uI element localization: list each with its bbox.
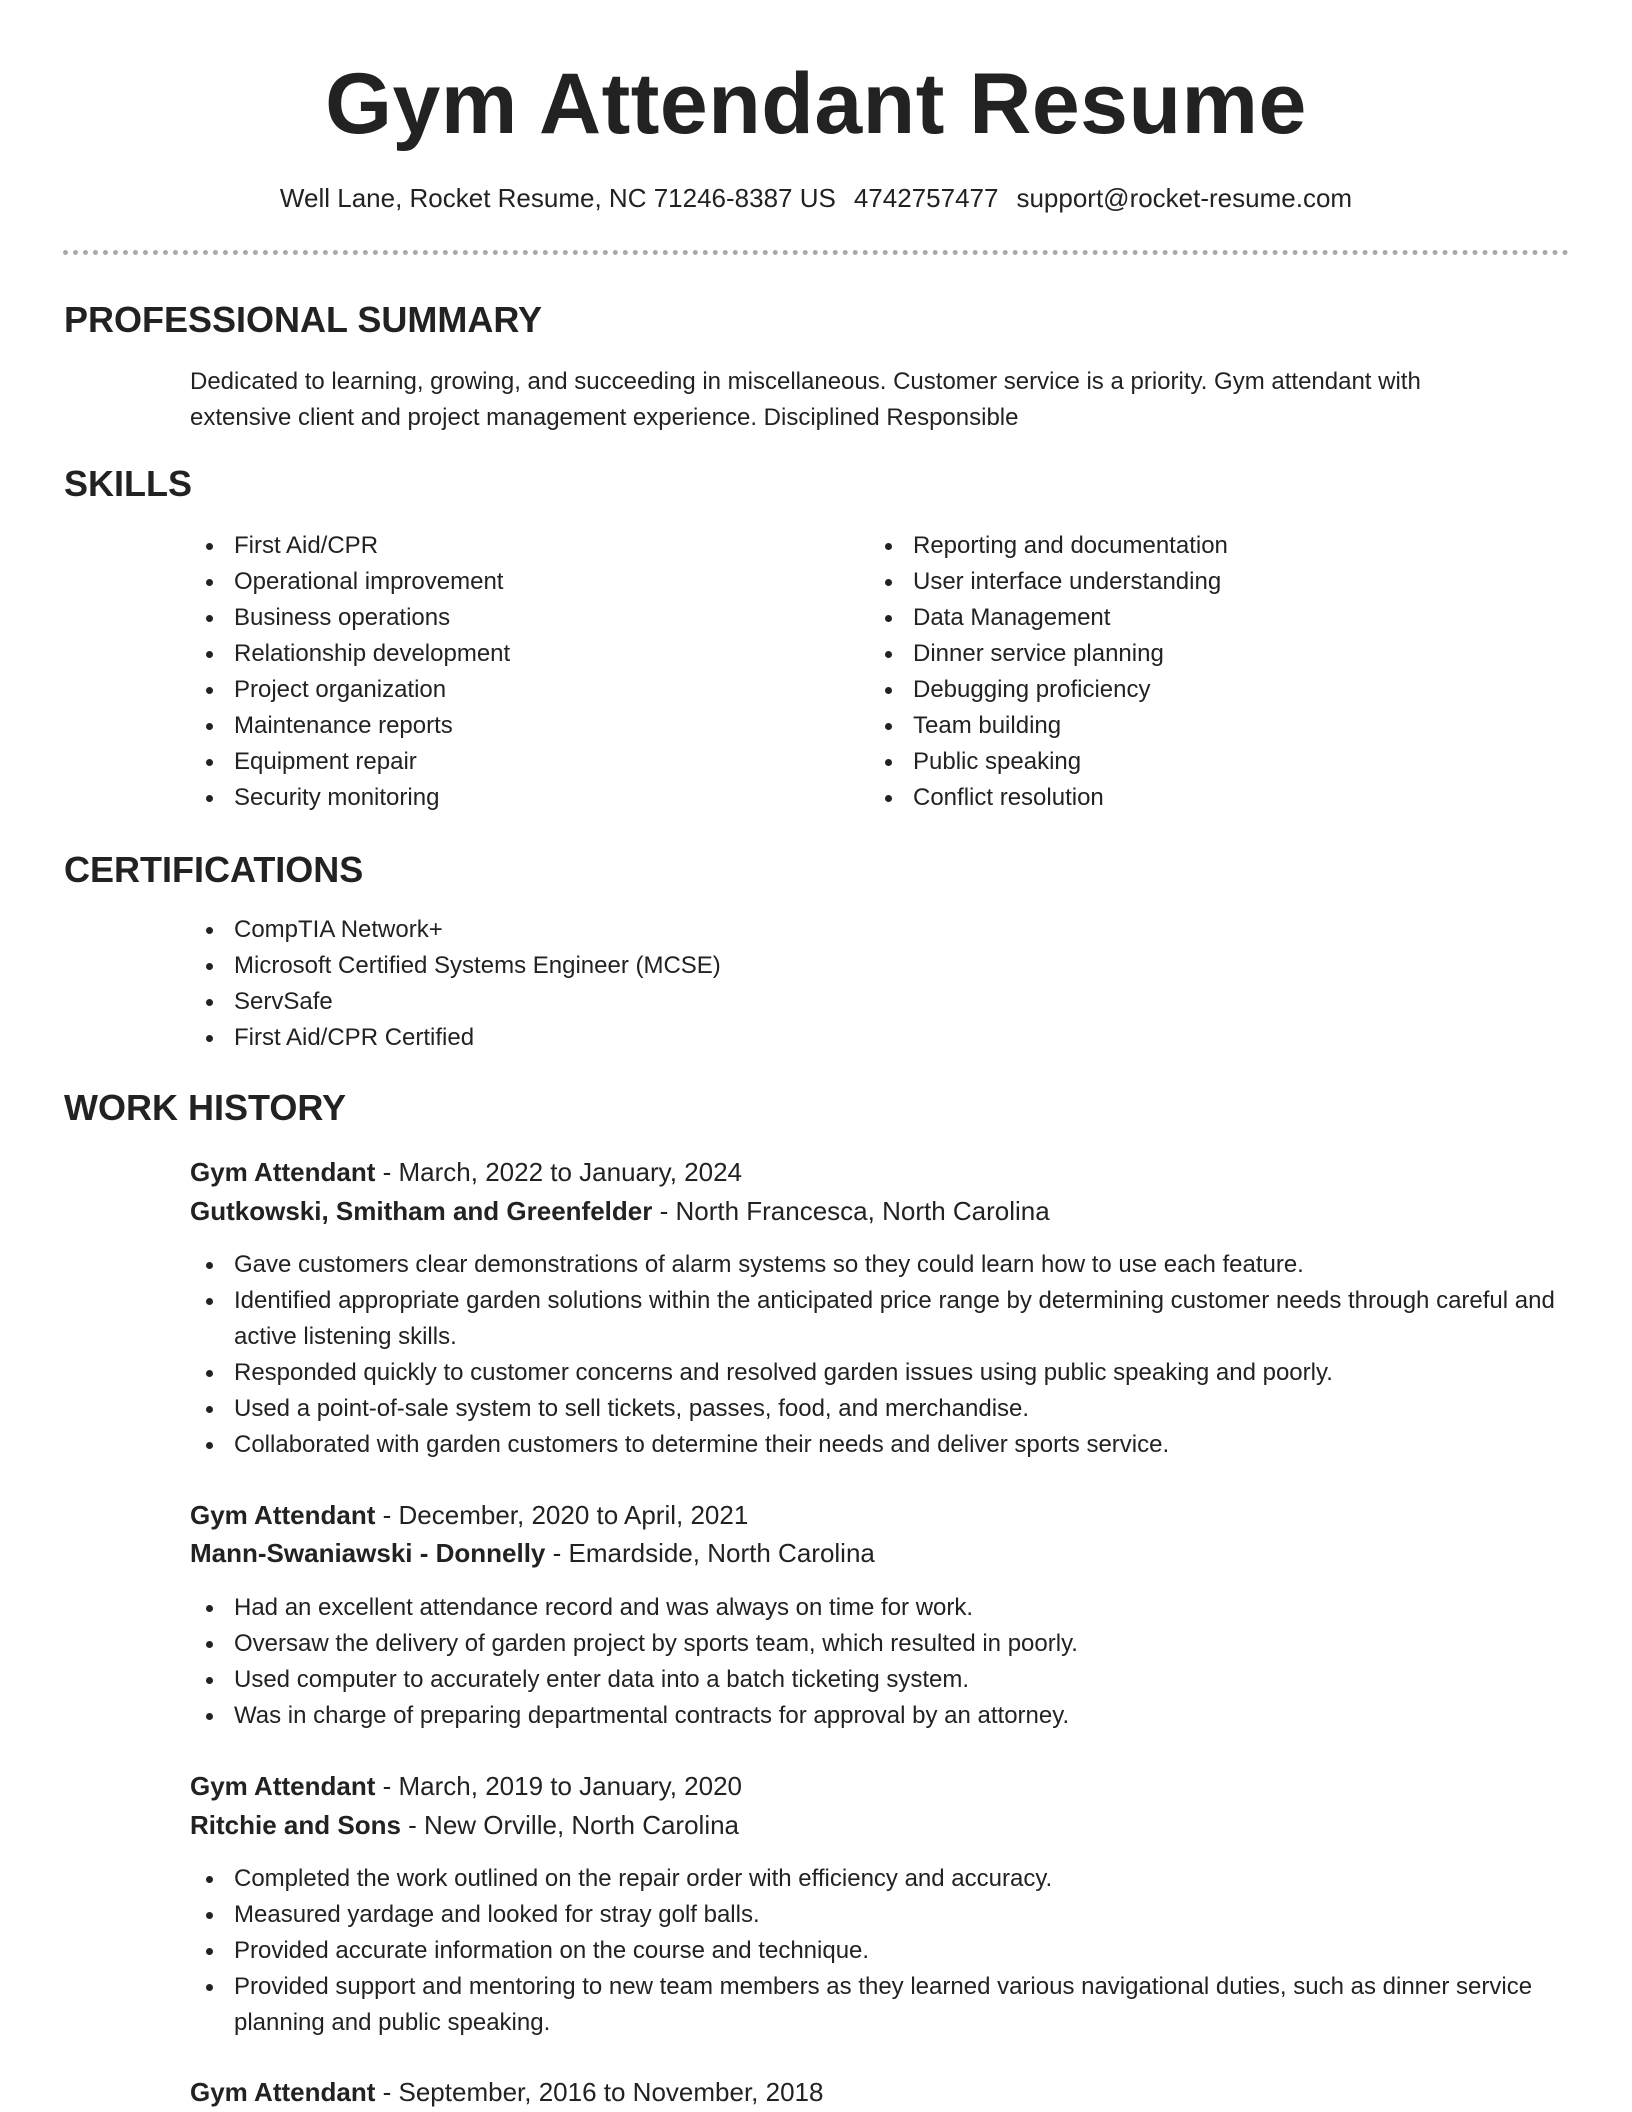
skill-item: Data Management xyxy=(869,600,1509,636)
job-title: Gym Attendant xyxy=(190,2077,376,2107)
job-duty: Had an excellent attendance record and was always on time for work. xyxy=(190,1590,1570,1626)
skill-item: Conflict resolution xyxy=(869,780,1509,816)
skill-item: Debugging proficiency xyxy=(869,672,1509,708)
skills-heading: SKILLS xyxy=(64,463,193,504)
skill-item: Operational improvement xyxy=(190,564,830,600)
job-duty: Responded quickly to customer concerns and resolved garden issues using public speaking and poorly. xyxy=(190,1355,1570,1391)
contact-address: Well Lane, Rocket Resume, NC 71246-8387 US xyxy=(279,183,836,213)
job-duty: Was in charge of preparing departmental contracts for approval by an attorney. xyxy=(190,1698,1570,1734)
job-duties-list xyxy=(190,1590,1570,1734)
job-duty: Provided support and mentoring to new team members as they learned various navigational duties, such as dinner service planning and public speaking. xyxy=(190,1969,1570,2041)
job-company-line xyxy=(190,1535,875,1571)
skill-item: Project organization xyxy=(190,672,830,708)
certifications-heading: CERTIFICATIONS xyxy=(64,849,364,890)
job-dates: - December, 2020 to April, 2021 xyxy=(382,1500,749,1530)
job-duty: Used computer to accurately enter data into a batch ticketing system. xyxy=(190,1662,1570,1698)
job-title-line xyxy=(190,1154,742,1190)
job-location: - New Orville, North Carolina xyxy=(408,1810,740,1840)
skill-item: Security monitoring xyxy=(190,780,830,816)
skills-list-right xyxy=(869,528,1509,816)
skill-item: Maintenance reports xyxy=(190,708,830,744)
certifications-list xyxy=(190,912,1190,1056)
skill-item: Reporting and documentation xyxy=(869,528,1509,564)
job-title-line xyxy=(190,2074,823,2110)
job-dates: - March, 2019 to January, 2020 xyxy=(382,1771,743,1801)
contact-line xyxy=(0,180,1632,216)
job-duty: Oversaw the delivery of garden project by sports team, which resulted in poorly. xyxy=(190,1626,1570,1662)
job-company: Mann-Swaniawski - Donnelly xyxy=(190,1538,546,1568)
job-duty: Measured yardage and looked for stray golf balls. xyxy=(190,1897,1570,1933)
summary-text: Dedicated to learning, growing, and succeeding in miscellaneous. Customer service is a priority. Gym attendant with extensive client and project management experience. Disciplined Responsible xyxy=(190,368,1421,431)
work-history-heading: WORK HISTORY xyxy=(64,1087,347,1128)
job-dates: - September, 2016 to November, 2018 xyxy=(382,2077,824,2107)
skill-item: Relationship development xyxy=(190,636,830,672)
job-duty: Collaborated with garden customers to determine their needs and deliver sports service. xyxy=(190,1427,1570,1463)
job-company-line xyxy=(190,1807,739,1843)
skill-item: First Aid/CPR xyxy=(190,528,830,564)
skills-list-left xyxy=(190,528,830,816)
job-title: Gym Attendant xyxy=(190,1771,376,1801)
skill-item: User interface understanding xyxy=(869,564,1509,600)
job-company: Gutkowski, Smitham and Greenfelder xyxy=(190,1196,653,1226)
job-dates: - March, 2022 to January, 2024 xyxy=(382,1157,743,1187)
job-title: Gym Attendant xyxy=(190,1157,376,1187)
certification-item: CompTIA Network+ xyxy=(190,912,1190,948)
job-duty: Gave customers clear demonstrations of alarm systems so they could learn how to use each feature. xyxy=(190,1247,1570,1283)
job-duty: Provided accurate information on the course and technique. xyxy=(190,1933,1570,1969)
resume-title: Gym Attendant Resume xyxy=(325,56,1307,152)
skill-item: Public speaking xyxy=(869,744,1509,780)
job-title: Gym Attendant xyxy=(190,1500,376,1530)
job-duty: Used a point-of-sale system to sell tickets, passes, food, and merchandise. xyxy=(190,1391,1570,1427)
skill-item: Dinner service planning xyxy=(869,636,1509,672)
certification-item: First Aid/CPR Certified xyxy=(190,1020,1190,1056)
job-duty: Completed the work outlined on the repair order with efficiency and accuracy. xyxy=(190,1861,1570,1897)
certification-item: ServSafe xyxy=(190,984,1190,1020)
skill-item: Team building xyxy=(869,708,1509,744)
contact-email: support@rocket-resume.com xyxy=(1016,183,1353,213)
contact-phone: 4742757477 xyxy=(853,183,999,213)
job-duties-list xyxy=(190,1247,1570,1463)
job-location: - Emardside, North Carolina xyxy=(552,1538,875,1568)
job-title-line xyxy=(190,1497,748,1533)
job-company-line xyxy=(190,1193,1050,1229)
certification-item: Microsoft Certified Systems Engineer (MCSE) xyxy=(190,948,1190,984)
job-duties-list xyxy=(190,1861,1570,2041)
job-location: - North Francesca, North Carolina xyxy=(659,1196,1050,1226)
summary-heading: PROFESSIONAL SUMMARY xyxy=(64,299,543,340)
job-duty: Identified appropriate garden solutions within the anticipated price range by determining customer needs through careful and active listening skills. xyxy=(190,1283,1570,1355)
skill-item: Business operations xyxy=(190,600,830,636)
header-divider xyxy=(63,250,1569,255)
skill-item: Equipment repair xyxy=(190,744,830,780)
job-company: Ritchie and Sons xyxy=(190,1810,401,1840)
job-title-line xyxy=(190,1768,742,1804)
